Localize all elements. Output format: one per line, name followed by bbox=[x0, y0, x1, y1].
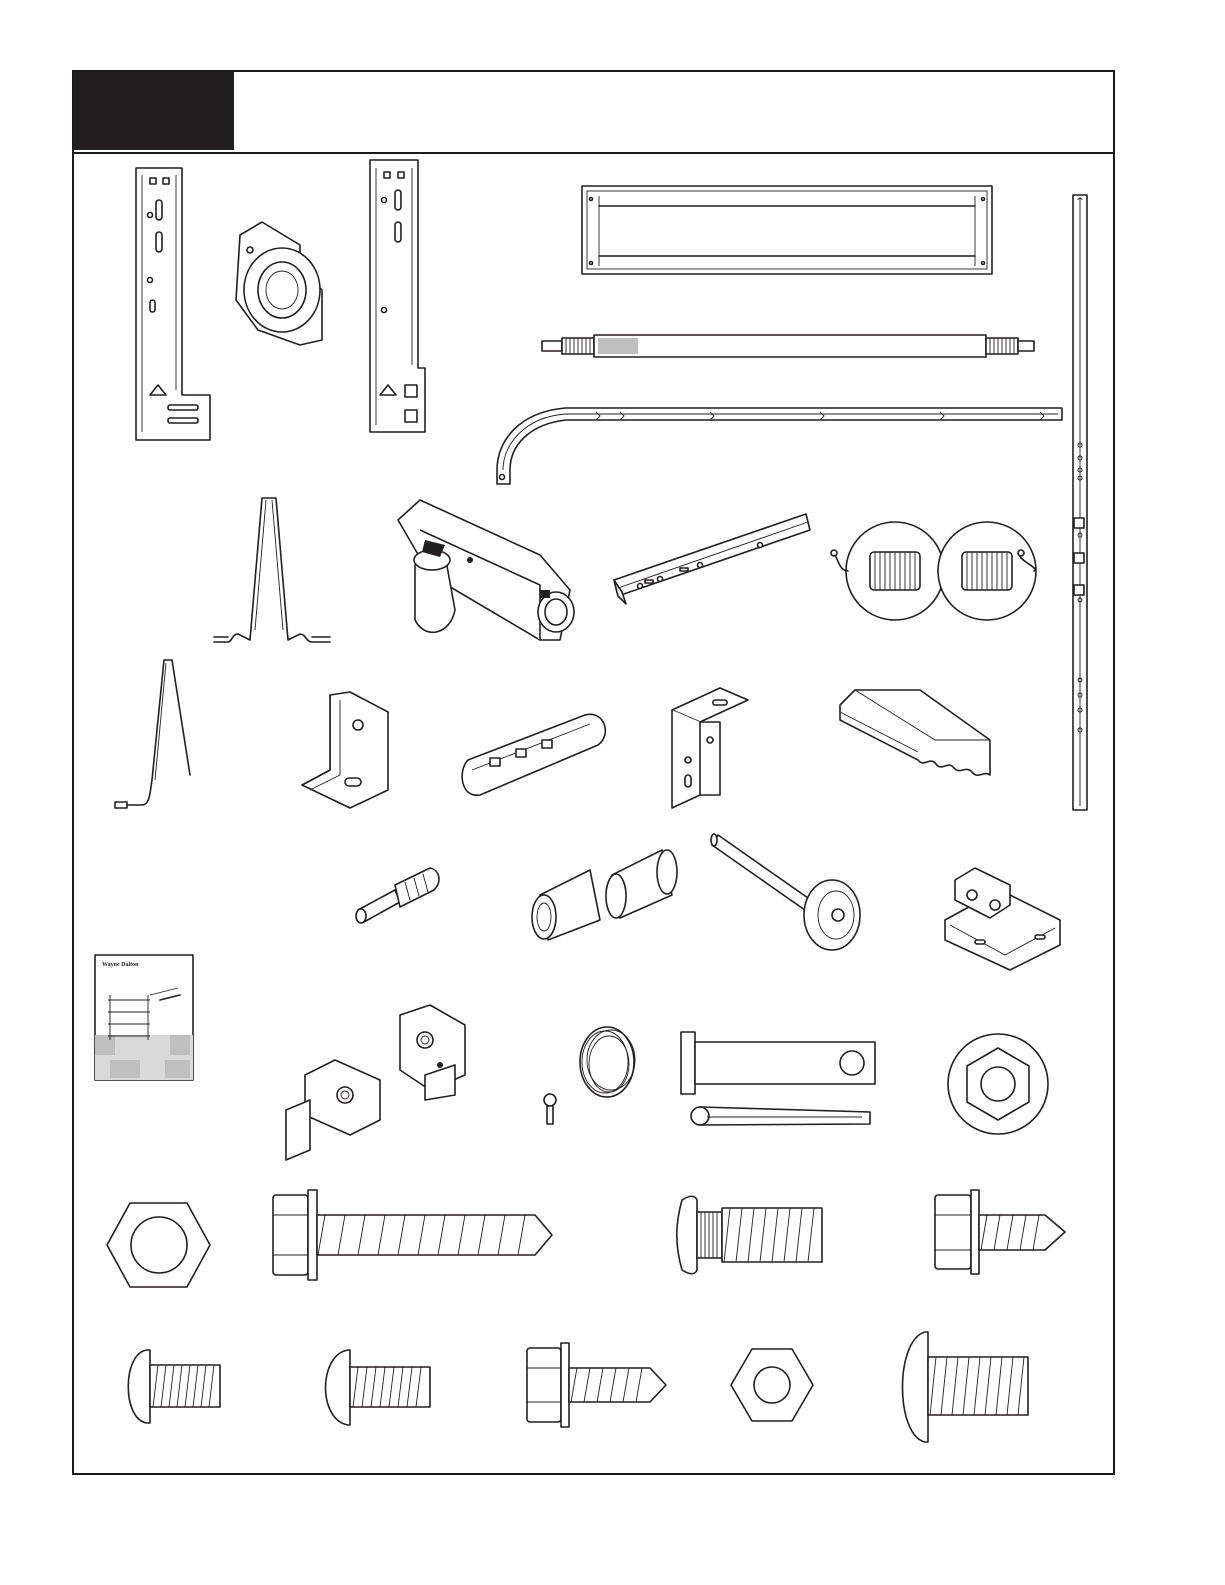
center-bearing-bracket-icon bbox=[236, 222, 322, 345]
instruction-manual-icon bbox=[95, 955, 193, 1080]
hex-nut-large-icon bbox=[107, 1203, 210, 1287]
hex-nut-small-icon bbox=[731, 1349, 813, 1421]
carriage-bolt-knurled-icon bbox=[677, 1196, 822, 1274]
carriage-bolt-small-icon bbox=[326, 1350, 431, 1425]
door-section-panel-icon bbox=[582, 186, 992, 274]
manual-logo-text: Wayne Dalton bbox=[102, 962, 139, 968]
flange-nut-icon bbox=[948, 1034, 1048, 1134]
shaft-end-adapter-icon bbox=[356, 868, 439, 923]
truss-head-bolt-icon bbox=[128, 1350, 220, 1423]
hex-washer-screw-icon bbox=[527, 1343, 666, 1427]
lag-screw-icon bbox=[273, 1190, 552, 1280]
top-fixture-bracket-icon bbox=[672, 688, 748, 808]
clevis-pin-and-cotter-icon bbox=[681, 1032, 875, 1125]
angle-strap-icon bbox=[614, 514, 810, 604]
weather-seal-icon bbox=[840, 690, 990, 775]
torsion-spring-tube-icon bbox=[542, 335, 1034, 357]
counterbalance-drive-unit-icon bbox=[398, 500, 574, 640]
track-hinge-channel-icon bbox=[462, 714, 605, 795]
eye-bolt-and-cable-icon bbox=[544, 1027, 635, 1124]
bottom-bracket-pair-icon bbox=[286, 1005, 465, 1160]
roller-icon bbox=[711, 834, 860, 950]
wire-spring-clip-icon bbox=[214, 498, 330, 642]
hinge-bracket-icon bbox=[945, 868, 1060, 970]
end-bearing-bracket-left-icon bbox=[136, 168, 210, 440]
corner-bracket-icon bbox=[302, 692, 388, 808]
end-bearing-bracket-right-icon bbox=[370, 160, 425, 432]
vertical-track-icon bbox=[1073, 195, 1087, 810]
wire-pull-icon bbox=[115, 660, 190, 808]
curved-track-icon bbox=[497, 408, 1062, 484]
carriage-bolt-large-icon bbox=[903, 1332, 1029, 1442]
drum-coupler-icon bbox=[532, 850, 677, 940]
self-drilling-screw-icon bbox=[935, 1190, 1065, 1274]
cable-drum-pair-icon bbox=[831, 522, 1036, 620]
